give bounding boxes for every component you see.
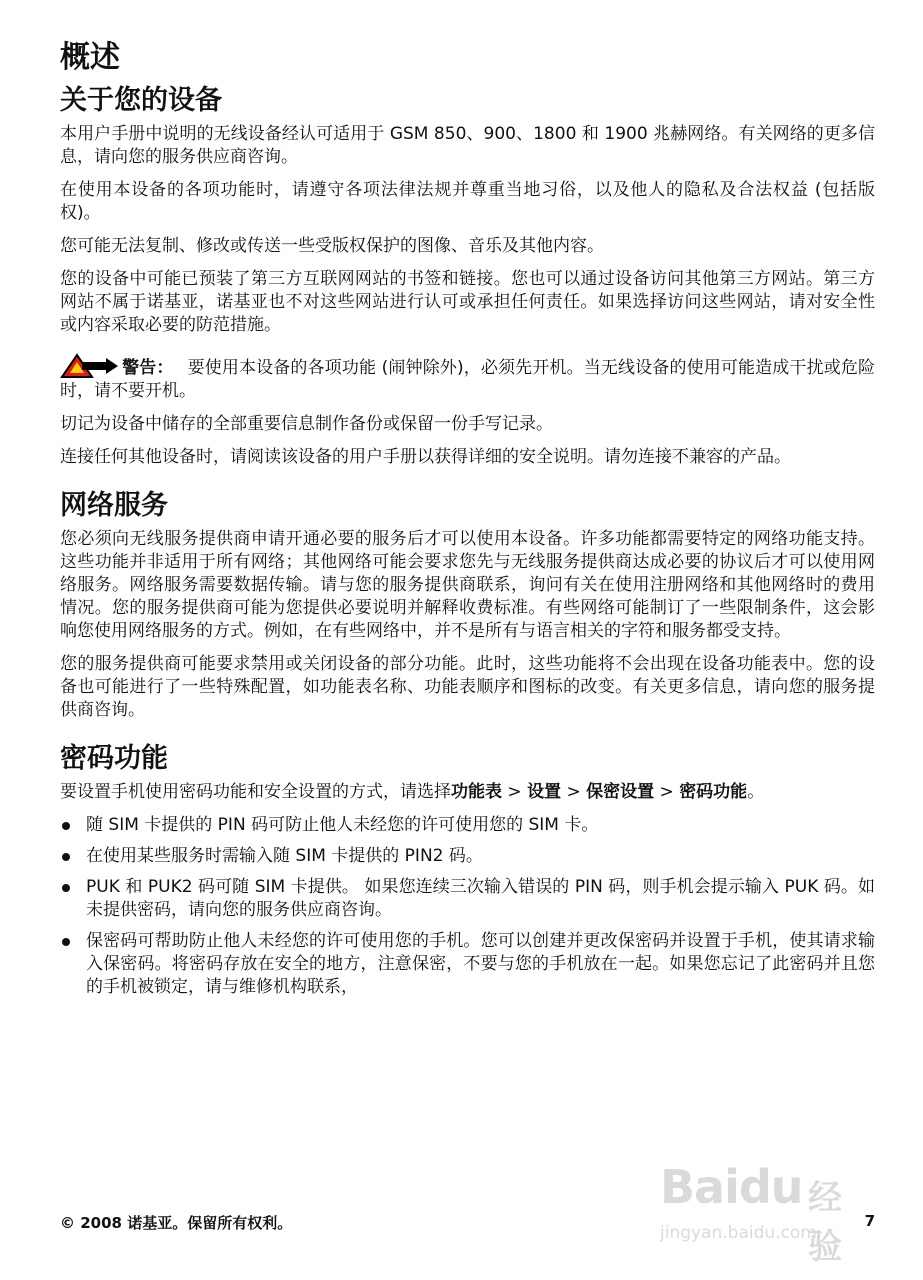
bullet-icon (62, 938, 70, 946)
list-item (60, 814, 875, 837)
list-item (60, 845, 875, 868)
list-item-text: 随 SIM 卡提供的 PIN 码可防止他人未经您的许可使用您的 SIM 卡。 (86, 815, 599, 835)
bullet-icon (62, 822, 70, 830)
password-intro (60, 781, 875, 804)
warning-label: 警告： (122, 358, 174, 378)
password-bullet-list (60, 814, 875, 999)
watermark-brand: Baidu (660, 1160, 803, 1214)
menu-path-separator: > (561, 782, 587, 802)
network-paragraph-1: 您必须向无线服务提供商申请开通必要的服务后才可以使用本设备。许多功能都需要特定的网络功能支持。这些功能并非适用于所有网络；其他网络可能会要求您先与无线服务提供商达成必要的协议后才可以使用网络服务。网络服务需要数据传输。请与您的服务提供商联系，询问有关在使用注册网络和其他网络时的费用情况。您的服务提供商可能为您提供必要说明并解释收费标准。有些网络可能制订了一些限制条件，这会影响您使用网络服务的方式。例如，在有些网络中，并不是所有与语言相关的字符和服务都受支持。 (60, 529, 875, 641)
password-heading: 密码功能 (60, 743, 168, 774)
watermark-url: jingyan.baidu.com (660, 1223, 817, 1243)
password-intro-suffix: 。 (747, 782, 765, 802)
menu-path-item-2: 设置 (527, 782, 562, 802)
list-item (60, 930, 875, 999)
about-paragraph-6: 连接任何其他设备时，请阅读该设备的用户手册以获得详细的安全说明。请勿连接不兼容的产品。 (60, 447, 791, 467)
about-paragraph-5: 切记为设备中储存的全部重要信息制作备份或保留一份手写记录。 (60, 414, 553, 434)
warning-text: 要使用本设备的各项功能 (闹钟除外)，必须先开机。当无线设备的使用可能造成干扰或危险时，请不要开机。 (60, 358, 875, 401)
menu-path-item-3: 保密设置 (586, 782, 655, 802)
list-item-text: 在使用某些服务时需输入随 SIM 卡提供的 PIN2 码。 (86, 846, 483, 866)
bullet-icon (62, 884, 70, 892)
menu-path-separator: > (654, 782, 680, 802)
menu-path-item-4: 密码功能 (679, 782, 748, 802)
password-intro-prefix: 要设置手机使用密码功能和安全设置的方式，请选择 (60, 782, 451, 802)
network-paragraph-2: 您的服务提供商可能要求禁用或关闭设备的部分功能。此时，这些功能将不会出现在设备功能表中。您的设备也可能进行了一些特殊配置，如功能表名称、功能表顺序和图标的改变。有关更多信息，请向您的服务提供商咨询。 (60, 654, 875, 720)
list-item-text: 保密码可帮助防止他人未经您的许可使用您的手机。您可以创建并更改保密码并设置于手机，使其请求输入保密码。将密码存放在安全的地方，注意保密，不要与您的手机放在一起。如果您忘记了此密码并且您的手机被锁定，请与维修机构联系， (86, 931, 875, 997)
document-page (60, 38, 875, 1007)
watermark-cn: 经验 (808, 1178, 842, 1267)
about-paragraph-2: 在使用本设备的各项功能时，请遵守各项法律法规并尊重当地习俗，以及他人的隐私及合法权益 (包括版权)。 (60, 180, 875, 223)
menu-path-separator: > (502, 782, 528, 802)
about-paragraph-3: 您可能无法复制、修改或传送一些受版权保护的图像、音乐及其他内容。 (60, 236, 604, 256)
page-title: 概述 (60, 40, 120, 75)
bullet-icon (62, 853, 70, 861)
about-heading: 关于您的设备 (60, 85, 222, 116)
menu-path-item-1: 功能表 (451, 782, 502, 802)
about-paragraph-1: 本用户手册中说明的无线设备经认可适用于 GSM 850、900、1800 和 1900 兆赫网络。有关网络的更多信息，请向您的服务供应商咨询。 (60, 124, 875, 167)
page-number: 7 (864, 1212, 875, 1230)
warning-icon (60, 353, 120, 379)
about-paragraph-4: 您的设备中可能已预装了第三方互联网网站的书签和链接。您也可以通过设备访问其他第三方网站。第三方网站不属于诺基亚，诺基亚也不对这些网站进行认可或承担任何责任。如果选择访问这些网站，请对安全性或内容采取必要的防范措施。 (60, 269, 875, 335)
network-heading: 网络服务 (60, 490, 168, 521)
list-item-text: PUK 和 PUK2 码可随 SIM 卡提供。 如果您连续三次输入错误的 PIN 码，则手机会提示输入 PUK 码。如未提供密码，请向您的服务供应商咨询。 (86, 877, 875, 920)
baidu-jingyan-watermark (660, 1138, 875, 1267)
warning-paragraph (60, 347, 875, 403)
copyright-text: © 2008 诺基亚。保留所有权利。 (60, 1214, 293, 1232)
list-item (60, 876, 875, 922)
